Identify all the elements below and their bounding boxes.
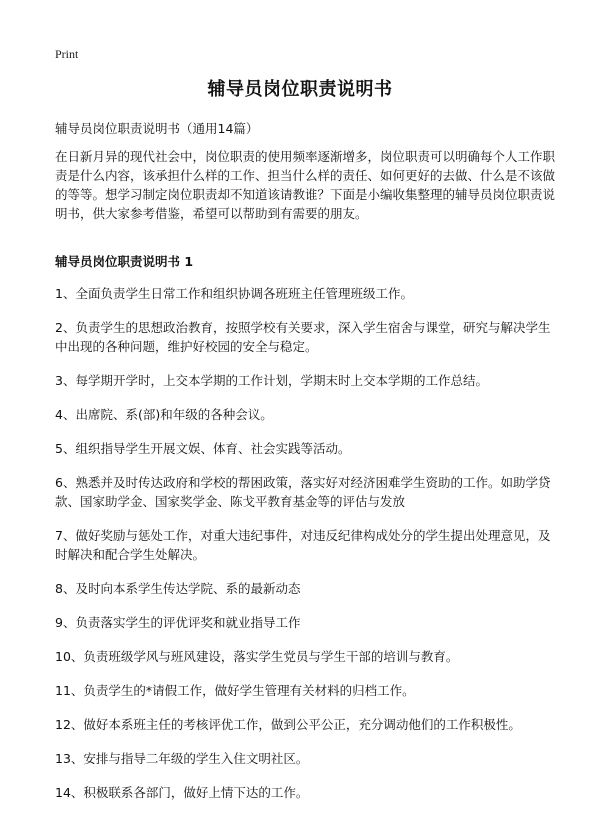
duty-item-13: 13、安排与指导二年级的学生入住文明社区。 (55, 751, 309, 766)
document-subtitle: 辅导员岗位职责说明书（通用14篇） (55, 121, 259, 136)
page-title: 辅导员岗位职责说明书 (207, 79, 393, 100)
duty-item-4: 4、出席院、系(部)和年级的各种会议。 (55, 407, 273, 422)
duty-item-5: 5、组织指导学生开展文娱、体育、社会实践等活动。 (55, 441, 351, 456)
duty-item-10: 10、负责班级学风与班风建设，落实学生党员与学生干部的培训与教育。 (55, 649, 459, 664)
duty-item-11: 11、负责学生的*请假工作，做好学生管理有关材料的归档工作。 (55, 683, 415, 698)
duty-item-6: 6、熟悉并及时传达政府和学校的帮困政策，落实好对经济困难学生资助的工作。如助学贷款、国家助学金、国家奖学金、陈戈平教育基金等的评估与发放 (55, 475, 551, 509)
intro-paragraph: 在日新月异的现代社会中，岗位职责的使用频率逐渐增多，岗位职责可以明确每个人工作职责是什么内容，该承担什么样的工作、担当什么样的责任、如何更好的去做、什么是不该做的等等。想学习制定岗位职责却不知道该请教谁？下面是小编收集整理的辅导员岗位职责说明书，供大家参考借鉴，希望可以帮助到有需要的朋友。 (55, 149, 556, 221)
duty-item-14: 14、积极联系各部门，做好上情下达的工作。 (55, 785, 309, 800)
duty-item-12: 12、做好本系班主任的考核评优工作，做到公平公正，充分调动他们的工作积极性。 (55, 717, 521, 732)
section-heading: 辅导员岗位职责说明书 1 (55, 254, 194, 269)
duty-item-1: 1、全面负责学生日常工作和组织协调各班班主任管理班级工作。 (55, 286, 413, 301)
duty-item-9: 9、负责落实学生的评优评奖和就业指导工作 (55, 615, 301, 630)
duty-item-3: 3、每学期开学时，上交本学期的工作计划，学期末时上交本学期的工作总结。 (55, 373, 488, 388)
duty-list (55, 284, 555, 817)
duty-item-7: 7、做好奖励与惩处工作，对重大违纪事件，对违反纪律构成处分的学生提出处理意见，及时解决和配合学生处解决。 (55, 528, 551, 562)
duty-item-8: 8、及时向本系学生传达学院、系的最新动态 (55, 581, 301, 596)
print-label[interactable]: Print (55, 47, 79, 61)
duty-item-2: 2、负责学生的思想政治教育，按照学校有关要求，深入学生宿舍与课堂，研究与解决学生中出现的各种问题，维护好校园的安全与稳定。 (55, 320, 551, 354)
